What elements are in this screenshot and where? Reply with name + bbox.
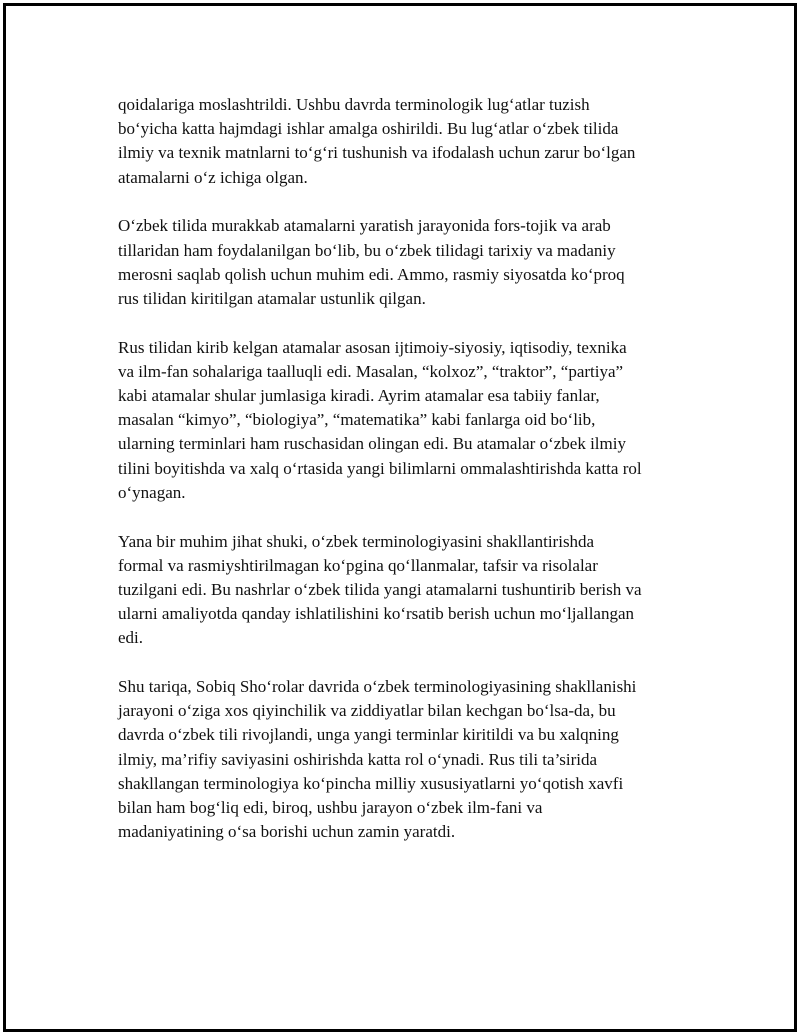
paragraph-2: O‘zbek tilida murakkab atamalarni yaratish jarayonida fors-tojik va arab tillaridan ham foydalanilgan bo‘lib, bu o‘zbek tilidagi tarixiy va madaniy merosni saqlab qolish uchun muhim edi. Ammo, rasmiy siyosatda ko‘proq rus tilidan kiritilgan atamalar ustunlik qilgan.	[118, 216, 625, 308]
paragraph-4: Yana bir muhim jihat shuki, o‘zbek terminologiyasini shakllantirishda formal va rasmiyshtirilmagan ko‘pgina qo‘llanmalar, tafsir va risolalar tuzilgani edi. Bu nashrlar o‘zbek tilida yangi atamalarni tushuntirib berish va ularni amaliyotda qanday ishlatilishini ko‘rsatib berish uchun mo‘ljallangan edi.	[118, 531, 642, 648]
paragraph-5: Shu tariqa, Sobiq Sho‘rolar davrida o‘zbek terminologiyasining shakllanishi jarayoni o‘ziga xos qiyinchilik va ziddiyatlar bilan kechgan bo‘lsa-da, bu davrda o‘zbek tili rivojlandi, unga yangi terminlar kiritildi va bu xalqning ilmiy, ma’rifiy saviyasini oshirishda katta rol o‘ynadi. Rus tili ta’sirida shakllangan terminologiya ko‘pincha milliy xususiyatlarni yo‘qotish xavfi bilan ham bog‘liq edi, biroq, ushbu jarayon o‘zbek ilm-fani va madaniyatining o‘sa borishi uchun zamin yaratdi.	[118, 677, 637, 842]
document-body	[118, 93, 688, 869]
paragraph-1: qoidalariga moslashtrildi. Ushbu davrda terminologik lug‘atlar tuzish bo‘yicha katta hajmdagi ishlar amalga oshirildi. Bu lug‘atlar o‘zbek tilida ilmiy va texnik matnlarni to‘g‘ri tushunish va ifodalash uchun zarur bo‘lgan atamalarni o‘z ichiga olgan.	[118, 95, 636, 187]
paragraph-3: Rus tilidan kirib kelgan atamalar asosan ijtimoiy-siyosiy, iqtisodiy, texnika va ilm-fan sohalariga taalluqli edi. Masalan, “kolxoz”, “traktor”, “partiya” kabi atamalar shular jumlasiga kiradi. Ayrim atamalar esa tabiiy fanlar, masalan “kimyo”, “biologiya”, “matematika” kabi fanlarga oid bo‘lib, ularning terminlari ham ruschasidan olingan edi. Bu atamalar o‘zbek ilmiy tilini boyitishda va xalq o‘rtasida yangi bilimlarni ommalashtirishda katta rol o‘ynagan.	[118, 337, 642, 502]
